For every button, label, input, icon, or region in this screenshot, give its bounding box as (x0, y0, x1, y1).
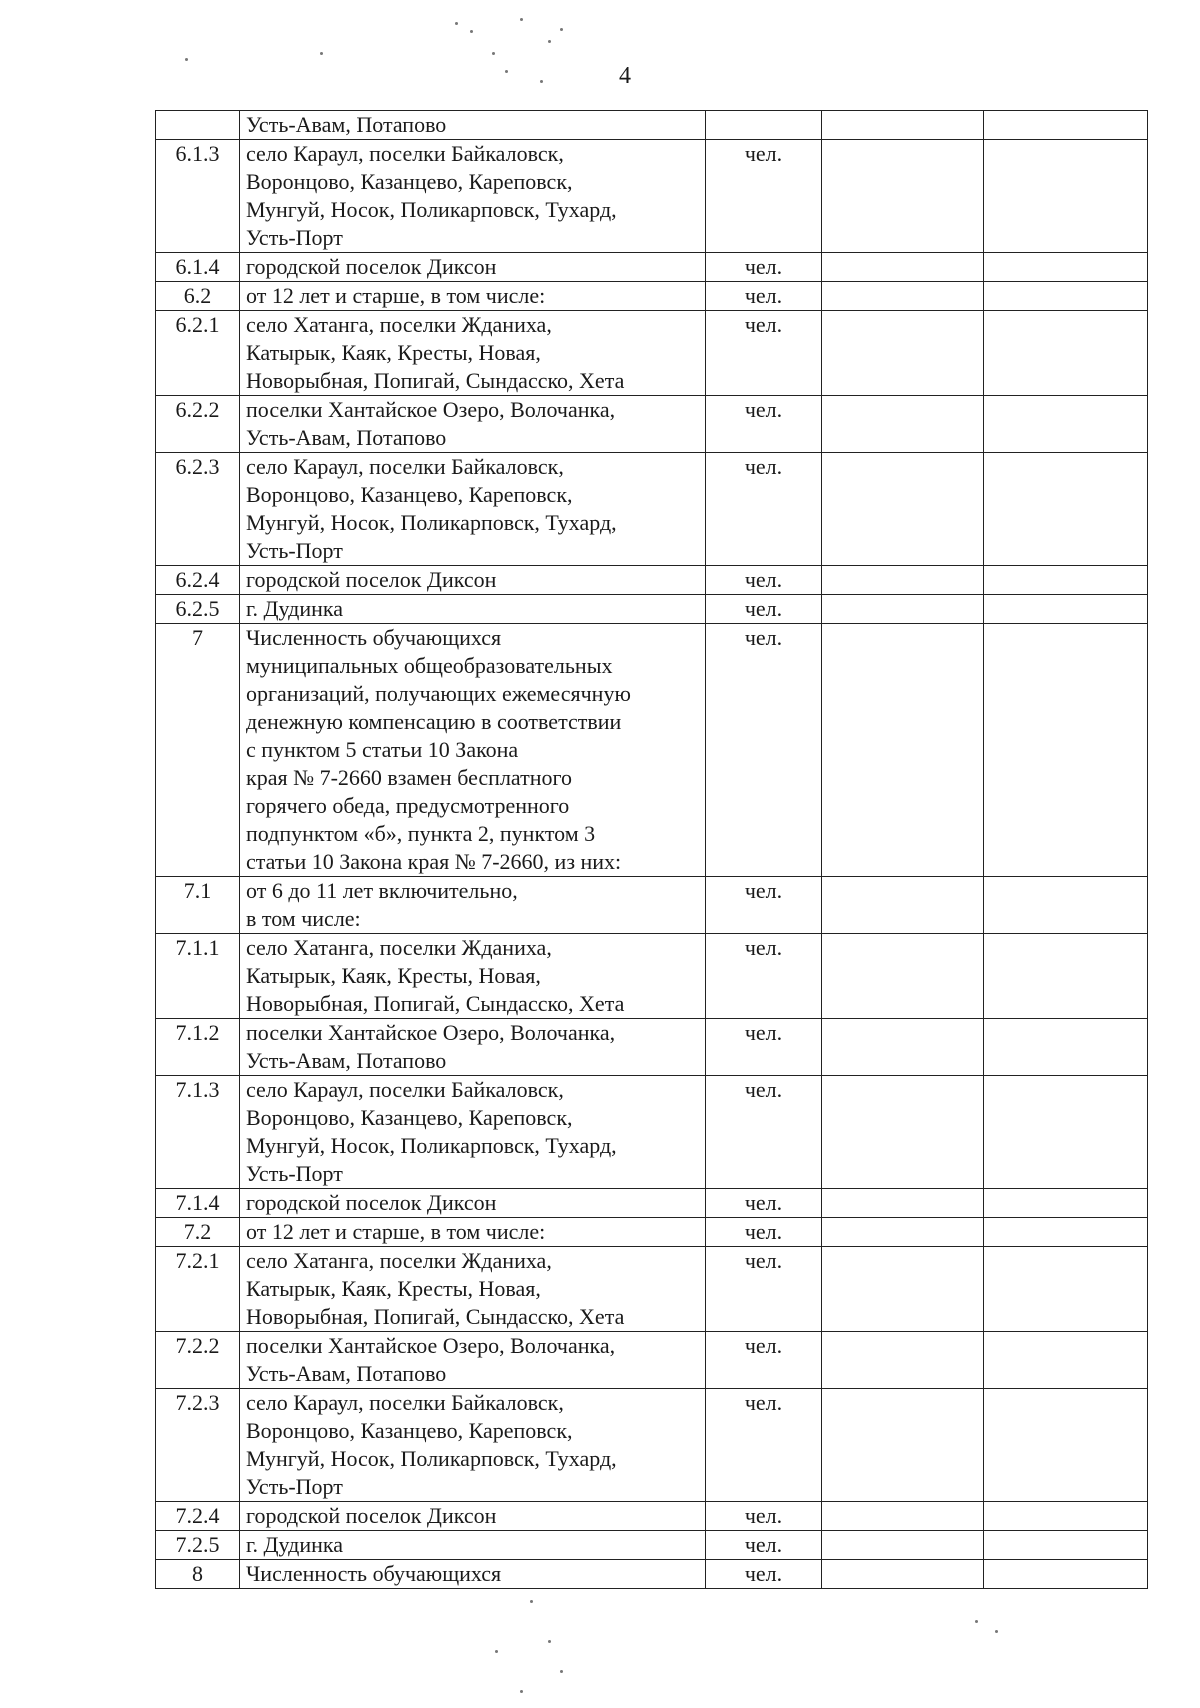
row-name-line: организаций, получающих ежемесячную (246, 681, 631, 706)
row-value-cell-1 (822, 253, 984, 282)
row-name-line: г. Дудинка (246, 1532, 344, 1557)
table-row (156, 1218, 1148, 1247)
row-name-line: Мунгуй, Носок, Поликарповск, Тухард, (246, 510, 617, 535)
row-name-cell (240, 1332, 706, 1389)
row-name-line: статьи 10 Закона края № 7-2660, из них: (246, 849, 622, 874)
row-name-line: г. Дудинка (246, 596, 344, 621)
scan-speck (548, 1640, 551, 1643)
row-number-cell: 6.2.4 (156, 566, 240, 595)
row-name-cell (240, 1218, 706, 1247)
row-value-cell-2 (984, 1531, 1148, 1560)
row-number-cell: 7.2.4 (156, 1502, 240, 1531)
row-name-cell (240, 1389, 706, 1502)
row-value-cell-1 (822, 566, 984, 595)
row-value-cell-2 (984, 624, 1148, 877)
row-name-cell (240, 624, 706, 877)
row-name-cell (240, 1560, 706, 1589)
table-row (156, 282, 1148, 311)
row-unit-cell: чел. (706, 253, 822, 282)
row-number-cell: 7.2 (156, 1218, 240, 1247)
row-name-line: село Караул, поселки Байкаловск, (246, 1077, 564, 1102)
row-value-cell-2 (984, 1389, 1148, 1502)
row-name-line: поселки Хантайское Озеро, Волочанка, (246, 1333, 616, 1358)
row-unit-cell: чел. (706, 1502, 822, 1531)
table-row (156, 1332, 1148, 1389)
row-name-cell (240, 253, 706, 282)
row-value-cell-1 (822, 1560, 984, 1589)
row-number-cell: 7.2.1 (156, 1247, 240, 1332)
row-name-line: от 12 лет и старше, в том числе: (246, 283, 546, 308)
row-name-cell (240, 311, 706, 396)
row-unit-cell: чел. (706, 282, 822, 311)
row-unit-cell: чел. (706, 1218, 822, 1247)
table-row (156, 595, 1148, 624)
row-value-cell-2 (984, 566, 1148, 595)
row-name-line: Воронцово, Казанцево, Кареповск, (246, 169, 573, 194)
table-row (156, 111, 1148, 140)
row-unit-cell: чел. (706, 1189, 822, 1218)
row-name-cell (240, 1019, 706, 1076)
table-row (156, 1389, 1148, 1502)
row-number-cell: 6.2.5 (156, 595, 240, 624)
table-row (156, 1502, 1148, 1531)
row-value-cell-1 (822, 934, 984, 1019)
row-name-line: село Караул, поселки Байкаловск, (246, 1390, 564, 1415)
row-value-cell-1 (822, 1389, 984, 1502)
table-body (156, 111, 1148, 1589)
row-value-cell-2 (984, 1218, 1148, 1247)
row-number-cell: 7.1 (156, 877, 240, 934)
row-number-cell: 7.2.3 (156, 1389, 240, 1502)
scan-speck (320, 52, 323, 55)
row-value-cell-2 (984, 1189, 1148, 1218)
row-name-line: с пунктом 5 статьи 10 Закона (246, 737, 519, 762)
row-unit-cell: чел. (706, 566, 822, 595)
row-unit-cell: чел. (706, 1389, 822, 1502)
row-unit-cell: чел. (706, 396, 822, 453)
row-name-line: Воронцово, Казанцево, Кареповск, (246, 482, 573, 507)
row-value-cell-1 (822, 111, 984, 140)
row-name-line: от 6 до 11 лет включительно, (246, 878, 518, 903)
row-value-cell-1 (822, 1189, 984, 1218)
scan-speck (540, 80, 543, 83)
row-value-cell-2 (984, 1076, 1148, 1189)
row-unit-cell: чел. (706, 624, 822, 877)
row-value-cell-2 (984, 282, 1148, 311)
row-value-cell-1 (822, 453, 984, 566)
table-row (156, 453, 1148, 566)
row-number-cell: 7.2.5 (156, 1531, 240, 1560)
row-name-line: Новорыбная, Попигай, Сындасско, Хета (246, 991, 625, 1016)
row-name-cell (240, 1531, 706, 1560)
row-name-cell (240, 566, 706, 595)
row-unit-cell: чел. (706, 311, 822, 396)
scan-speck (975, 1620, 978, 1623)
row-number-cell: 6.1.4 (156, 253, 240, 282)
row-value-cell-1 (822, 1218, 984, 1247)
row-value-cell-1 (822, 1332, 984, 1389)
row-name-line: горячего обеда, предусмотренного (246, 793, 570, 818)
row-value-cell-2 (984, 1247, 1148, 1332)
row-name-line: поселки Хантайское Озеро, Волочанка, (246, 1020, 616, 1045)
row-number-cell: 7.1.4 (156, 1189, 240, 1218)
row-name-line: село Хатанга, поселки Жданиха, (246, 1248, 552, 1273)
page-number: 4 (619, 63, 631, 89)
row-value-cell-1 (822, 1247, 984, 1332)
row-name-line: Усть-Авам, Потапово (246, 112, 447, 137)
row-unit-cell: чел. (706, 140, 822, 253)
row-value-cell-1 (822, 1502, 984, 1531)
table-row (156, 566, 1148, 595)
row-number-cell: 7.1.1 (156, 934, 240, 1019)
indicator-table (155, 110, 1148, 1589)
row-name-line: городской поселок Диксон (246, 1503, 497, 1528)
row-name-line: городской поселок Диксон (246, 1190, 497, 1215)
row-value-cell-2 (984, 453, 1148, 566)
row-unit-cell: чел. (706, 1332, 822, 1389)
row-value-cell-2 (984, 1332, 1148, 1389)
row-number-cell: 7.2.2 (156, 1332, 240, 1389)
row-name-line: Воронцово, Казанцево, Кареповск, (246, 1105, 573, 1130)
table-row (156, 624, 1148, 877)
row-unit-cell: чел. (706, 1247, 822, 1332)
row-number-cell (156, 111, 240, 140)
table-row (156, 934, 1148, 1019)
scan-speck (548, 40, 551, 43)
row-unit-cell: чел. (706, 1019, 822, 1076)
row-name-line: село Караул, поселки Байкаловск, (246, 454, 564, 479)
scan-speck (995, 1630, 998, 1633)
row-value-cell-2 (984, 1019, 1148, 1076)
row-value-cell-2 (984, 595, 1148, 624)
row-name-cell (240, 111, 706, 140)
scan-speck (560, 1670, 563, 1673)
table-row (156, 1076, 1148, 1189)
row-name-line: подпунктом «б», пункта 2, пунктом 3 (246, 821, 596, 846)
row-value-cell-2 (984, 253, 1148, 282)
row-name-line: село Хатанга, поселки Жданиха, (246, 935, 552, 960)
row-name-line: в том числе: (246, 906, 361, 931)
row-value-cell-2 (984, 1560, 1148, 1589)
row-name-line: Воронцово, Казанцево, Кареповск, (246, 1418, 573, 1443)
row-name-line: Катырык, Каяк, Кресты, Новая, (246, 963, 541, 988)
row-value-cell-2 (984, 1502, 1148, 1531)
row-name-line: края № 7-2660 взамен бесплатного (246, 765, 572, 790)
row-number-cell: 7.1.3 (156, 1076, 240, 1189)
row-name-cell (240, 1247, 706, 1332)
row-name-line: Усть-Авам, Потапово (246, 1048, 447, 1073)
row-name-line: Усть-Авам, Потапово (246, 425, 447, 450)
table-row (156, 140, 1148, 253)
table-row (156, 1247, 1148, 1332)
row-name-line: село Караул, поселки Байкаловск, (246, 141, 564, 166)
row-unit-cell: чел. (706, 1076, 822, 1189)
row-name-cell (240, 1189, 706, 1218)
scan-speck (455, 22, 458, 25)
scan-speck (185, 58, 188, 61)
row-name-line: денежную компенсацию в соответствии (246, 709, 622, 734)
row-name-cell (240, 140, 706, 253)
row-name-line: от 12 лет и старше, в том числе: (246, 1219, 546, 1244)
row-unit-cell (706, 111, 822, 140)
table-row (156, 253, 1148, 282)
scan-speck (520, 1690, 523, 1693)
row-name-line: поселки Хантайское Озеро, Волочанка, (246, 397, 616, 422)
row-value-cell-1 (822, 282, 984, 311)
row-name-line: село Хатанга, поселки Жданиха, (246, 312, 552, 337)
table-row (156, 311, 1148, 396)
row-name-cell (240, 595, 706, 624)
row-unit-cell: чел. (706, 453, 822, 566)
row-value-cell-1 (822, 1076, 984, 1189)
row-name-cell (240, 1076, 706, 1189)
table-row (156, 396, 1148, 453)
row-name-cell (240, 877, 706, 934)
row-unit-cell: чел. (706, 1531, 822, 1560)
row-unit-cell: чел. (706, 595, 822, 624)
row-name-line: Катырык, Каяк, Кресты, Новая, (246, 340, 541, 365)
row-value-cell-2 (984, 111, 1148, 140)
row-value-cell-2 (984, 877, 1148, 934)
row-number-cell: 7 (156, 624, 240, 877)
row-number-cell: 6.1.3 (156, 140, 240, 253)
scan-speck (495, 1650, 498, 1653)
row-value-cell-2 (984, 311, 1148, 396)
row-number-cell: 6.2 (156, 282, 240, 311)
row-unit-cell: чел. (706, 877, 822, 934)
row-name-line: Усть-Порт (246, 225, 343, 250)
row-name-line: Усть-Порт (246, 1161, 343, 1186)
row-value-cell-1 (822, 595, 984, 624)
scan-speck (560, 28, 563, 31)
row-number-cell: 6.2.1 (156, 311, 240, 396)
row-value-cell-1 (822, 140, 984, 253)
row-value-cell-2 (984, 934, 1148, 1019)
table-row (156, 1019, 1148, 1076)
row-value-cell-1 (822, 1019, 984, 1076)
row-name-line: Усть-Порт (246, 538, 343, 563)
row-name-line: муниципальных общеобразовательных (246, 653, 613, 678)
row-name-cell (240, 453, 706, 566)
row-number-cell: 8 (156, 1560, 240, 1589)
row-value-cell-1 (822, 396, 984, 453)
row-name-line: Новорыбная, Попигай, Сындасско, Хета (246, 368, 625, 393)
row-name-line: городской поселок Диксон (246, 567, 497, 592)
row-value-cell-1 (822, 624, 984, 877)
table-row (156, 1560, 1148, 1589)
scan-speck (492, 52, 495, 55)
row-name-cell (240, 1502, 706, 1531)
row-number-cell: 6.2.2 (156, 396, 240, 453)
row-number-cell: 7.1.2 (156, 1019, 240, 1076)
row-name-line: городской поселок Диксон (246, 254, 497, 279)
scan-speck (520, 18, 523, 21)
row-name-line: Численность обучающихся (246, 625, 502, 650)
row-name-line: Мунгуй, Носок, Поликарповск, Тухард, (246, 1446, 617, 1471)
table-row (156, 1189, 1148, 1218)
row-name-line: Численность обучающихся (246, 1561, 502, 1586)
scan-speck (470, 30, 473, 33)
row-name-cell (240, 282, 706, 311)
table-row (156, 877, 1148, 934)
row-name-cell (240, 396, 706, 453)
row-name-line: Усть-Авам, Потапово (246, 1361, 447, 1386)
row-name-line: Новорыбная, Попигай, Сындасско, Хета (246, 1304, 625, 1329)
row-unit-cell: чел. (706, 1560, 822, 1589)
row-name-cell (240, 934, 706, 1019)
row-name-line: Мунгуй, Носок, Поликарповск, Тухард, (246, 197, 617, 222)
row-name-line: Катырык, Каяк, Кресты, Новая, (246, 1276, 541, 1301)
row-name-line: Усть-Порт (246, 1474, 343, 1499)
row-name-line: Мунгуй, Носок, Поликарповск, Тухард, (246, 1133, 617, 1158)
table-row (156, 1531, 1148, 1560)
scan-speck (505, 70, 508, 73)
row-unit-cell: чел. (706, 934, 822, 1019)
row-value-cell-1 (822, 311, 984, 396)
row-value-cell-1 (822, 877, 984, 934)
row-value-cell-2 (984, 140, 1148, 253)
row-value-cell-1 (822, 1531, 984, 1560)
row-value-cell-2 (984, 396, 1148, 453)
row-number-cell: 6.2.3 (156, 453, 240, 566)
scan-speck (530, 1600, 533, 1603)
